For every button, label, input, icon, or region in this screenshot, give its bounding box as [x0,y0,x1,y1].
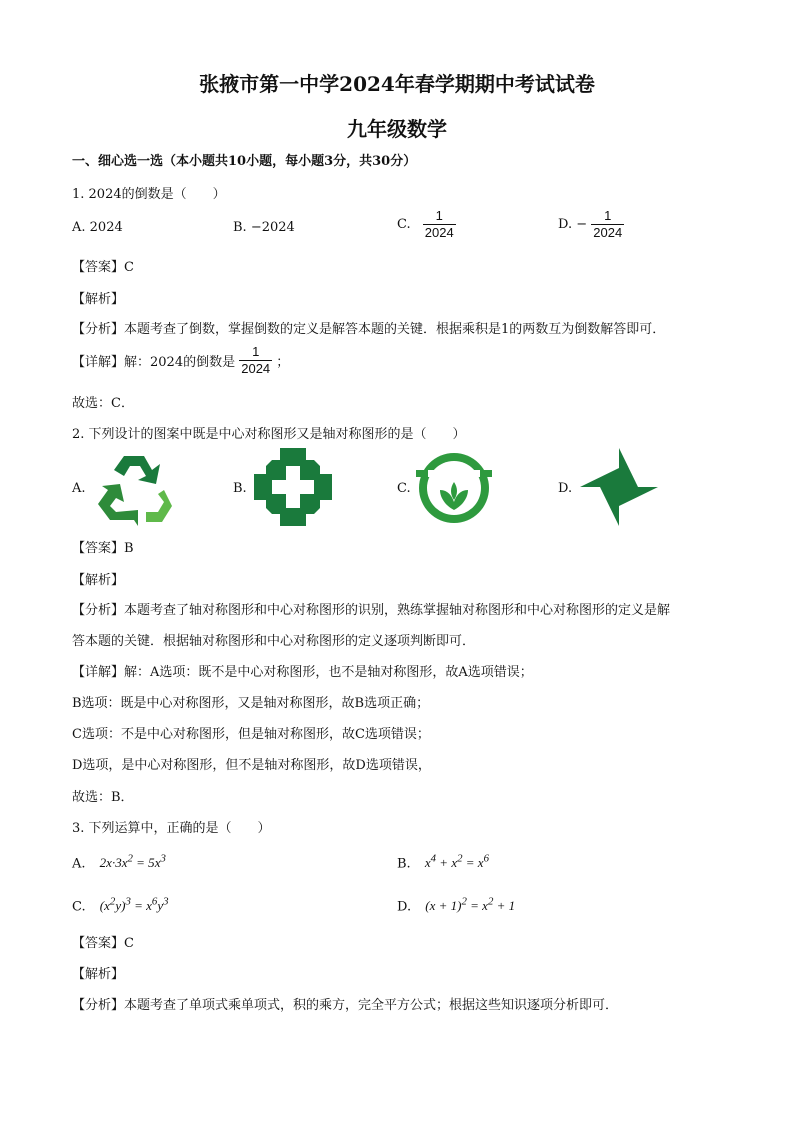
q3-option-c [72,896,169,914]
q2-stem: 2. 下列设计的图案中既是中心对称图形又是轴对称图形的是（ ） [72,427,466,442]
q1-option-c-fraction [423,208,456,241]
fraction-denominator: 2024 [593,225,623,240]
section-heading: 一、细心选一选（本小题共10小题，每小题3分，共30分） [72,154,417,169]
q1-option-a: A. 2024 [72,220,123,235]
q3-option-a-expression: $2x\cdot 3x^2 = 5x^3$ [99,853,166,871]
page-subtitle: 九年级数学 [347,117,447,141]
fraction-denominator: 2024 [241,361,271,376]
q1-option-d-label: D. − [558,217,588,232]
q2-choose: 故选：B． [72,790,134,805]
q3-analysis-heading: 【解析】 [72,967,125,982]
q3-option-c-expression: $(x^2y)^3 = x^6y^3$ [99,896,169,914]
q3-option-a [72,853,166,871]
q1-stem: 1. 2024的倒数是（ ） [72,187,226,202]
q1-option-b: B. −2024 [233,220,295,235]
q1-choose: 故选：C． [72,396,134,411]
fraction-numerator: 1 [435,208,443,223]
q1-option-d-fraction [591,208,624,241]
q2-option-d-label: D. [558,481,573,496]
fraction-numerator: 1 [252,344,260,359]
q1-detail-fraction [239,344,272,377]
fraction-numerator: 1 [604,208,612,223]
green-food-icon [416,450,492,526]
q3-option-a-label: A. [72,856,86,872]
fraction-denominator: 2024 [424,225,454,240]
q2-analysis-line2: 答本题的关键．根据轴对称图形和中心对称图形的定义逐项判断即可． [72,634,476,649]
q1-detail-end: ； [276,355,290,370]
q2-detail-line1: 【详解】解：A选项：既不是中心对称图形，也不是轴对称图形，故A选项错误； [72,665,533,680]
q1-analysis: 【分析】本题考查了倒数，掌握倒数的定义是解答本题的关键．根据乘积是1的两数互为倒数解答即可． [72,322,666,337]
q3-option-d [397,896,515,914]
q2-analysis-line1: 【分析】本题考查了轴对称图形和中心对称图形的识别，熟练掌握轴对称图形和中心对称图形的定义是解 [72,603,671,618]
q2-detail-line2: B选项：既是中心对称图形，又是轴对称图形，故B选项正确； [72,696,430,711]
q3-option-b-expression: $x^4 + x^2 = x^6$ [424,853,489,871]
q1-option-d [558,208,624,241]
q2-analysis-heading: 【解析】 [72,573,125,588]
q3-option-b [397,853,489,871]
q2-detail-line4: D选项，是中心对称图形，但不是轴对称图形，故D选项错误， [72,758,431,773]
q2-option-c-label: C. [397,481,411,496]
q3-answer: 【答案】C [72,936,134,951]
q1-analysis-heading: 【解析】 [72,292,125,307]
q3-option-b-label: B. [397,856,411,872]
q3-option-d-label: D. [397,899,412,915]
q2-option-b-label: B. [233,481,247,496]
q2-detail-line3: C选项：不是中心对称图形，但是轴对称图形，故C选项错误； [72,727,430,742]
q3-option-d-expression: $(x + 1)^2 = x^2 + 1$ [425,896,516,914]
q3-stem: 3. 下列运算中，正确的是（ ） [72,821,271,836]
q1-option-c-label: C. [397,217,411,232]
q1-answer: 【答案】C [72,260,134,275]
q2-answer: 【答案】B [72,541,134,556]
q3-analysis: 【分析】本题考查了单项式乘单项式，积的乘方，完全平方公式；根据这些知识逐项分析即可． [72,998,619,1013]
q3-option-c-label: C. [72,899,86,915]
q1-option-c [397,208,456,241]
recycle-icon [94,450,174,526]
medical-cross-icon [252,446,334,528]
q2-option-a-label: A. [72,481,86,496]
q1-detail [72,344,289,377]
page-title: 张掖市第一中学2024年春学期期中考试试卷 [199,72,595,96]
q1-detail-text: 【详解】解：2024的倒数是 [72,355,236,370]
pinwheel-icon [580,448,658,526]
